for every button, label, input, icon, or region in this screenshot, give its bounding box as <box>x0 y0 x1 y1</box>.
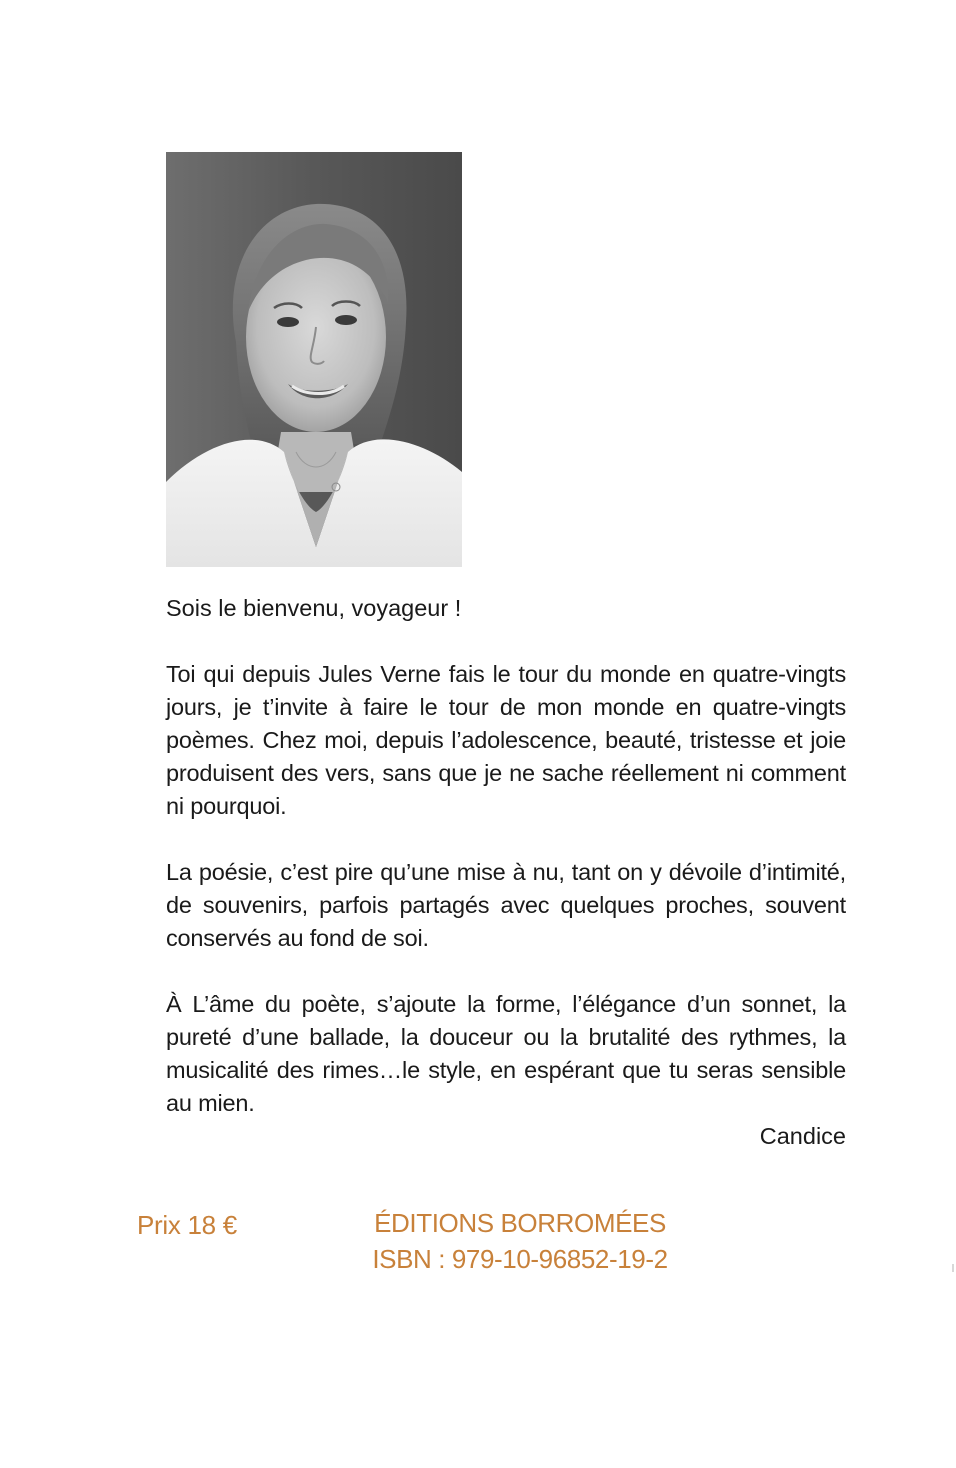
greeting: Sois le bienvenu, voyageur ! <box>166 595 462 621</box>
author-photo <box>166 152 462 567</box>
signature: Candice <box>759 1123 846 1149</box>
isbn: ISBN : 979-10-96852-19-2 <box>372 1244 668 1274</box>
publisher-block <box>330 1205 710 1277</box>
price-label: Prix 18 € <box>137 1210 237 1240</box>
paragraph-2: La poésie, c’est pire qu’une mise à nu, tant on y dévoile d’intimité, de souvenirs, parfois partagés avec quelques proches, souvent conservés au fond de soi. <box>166 859 846 951</box>
author-presentation <box>166 592 846 1153</box>
edge-mark <box>952 1264 954 1272</box>
paragraph-1: Toi qui depuis Jules Verne fais le tour du monde en quatre-vingts jours, je t’invite à faire le tour de mon monde en quatre-vingts poèmes. Chez moi, depuis l’adolescence, beauté, tristesse et joie produisent des vers, sans que je ne sache réellement ni comment ni pourquoi. <box>166 661 846 819</box>
publisher-name: ÉDITIONS BORROMÉES <box>374 1208 666 1238</box>
paragraph-3: À L’âme du poète, s’ajoute la forme, l’élégance d’un sonnet, la pureté d’une ballade, la douceur ou la brutalité des rythmes, la musicalité des rimes…le style, en espérant que tu seras sensible au mien. <box>166 991 846 1116</box>
